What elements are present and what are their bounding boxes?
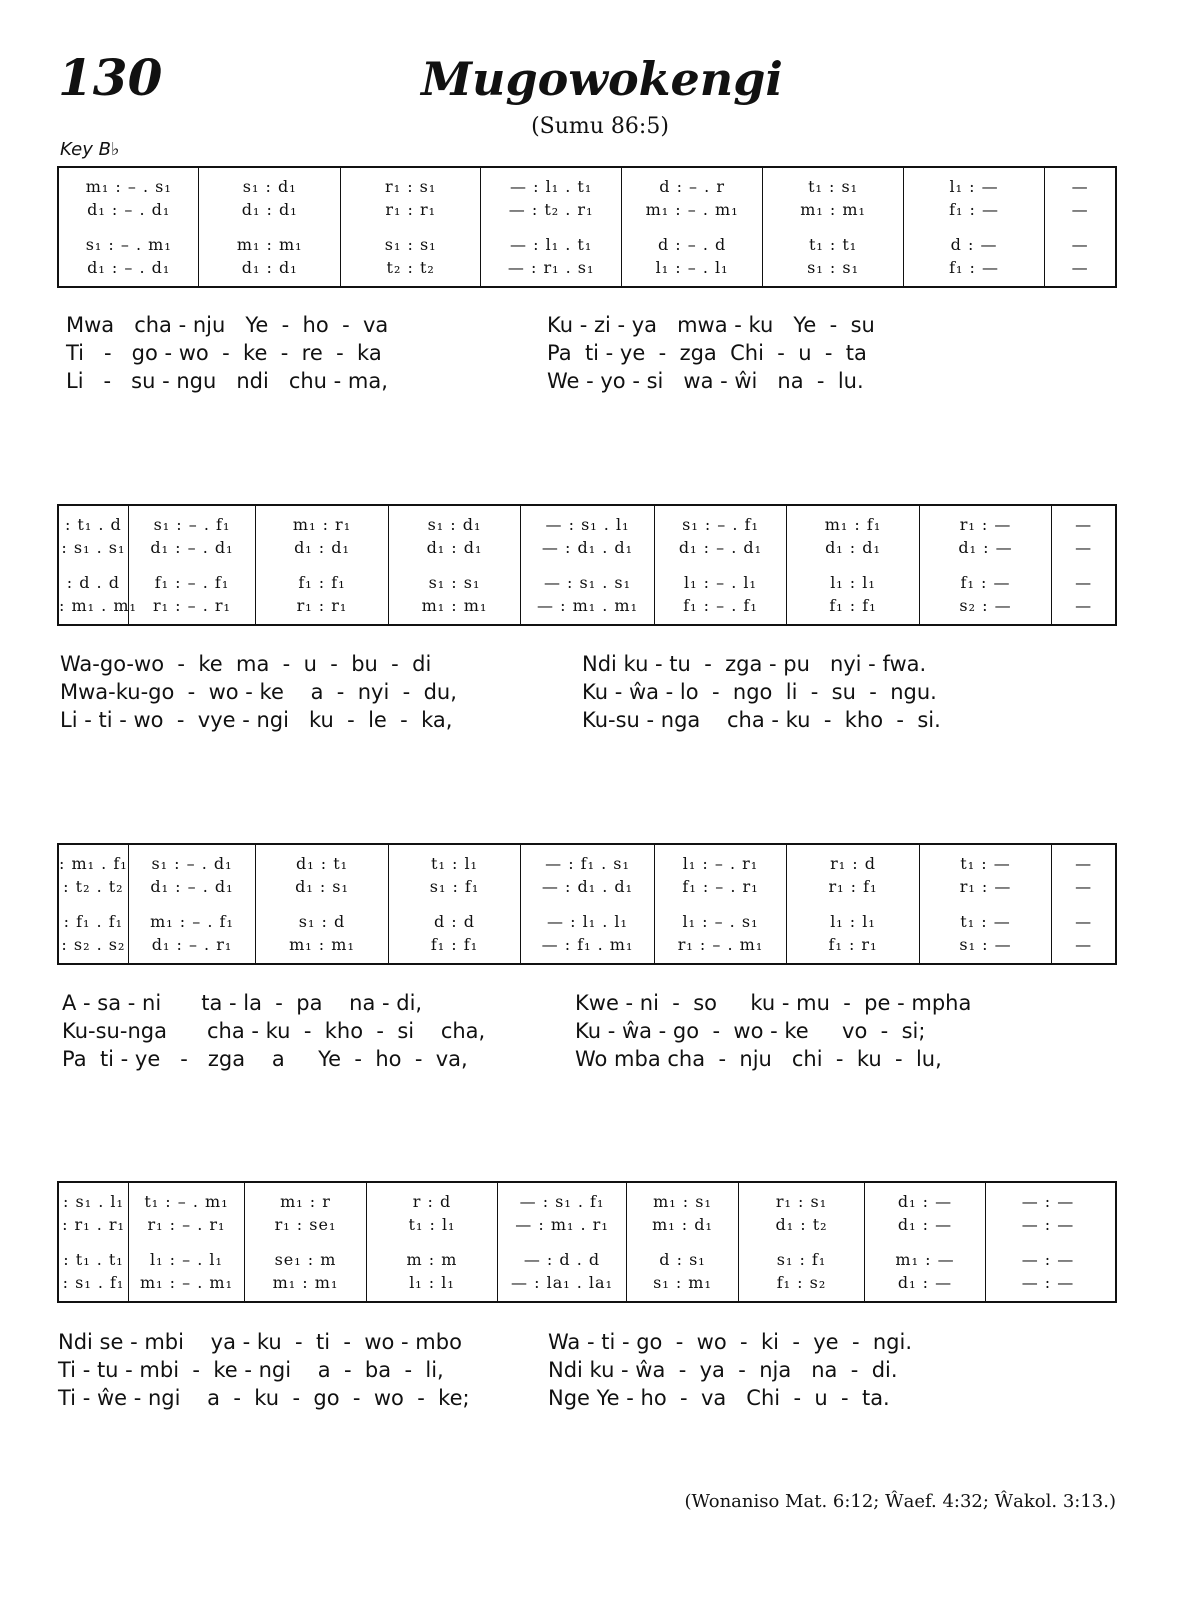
voice-part-tenor: l₁ : – . s₁ [682,912,759,931]
measure [787,506,920,624]
lyric-verse-1: Mwa cha - nju Ye - ho - va [66,313,389,337]
voice-part-tenor: — [1071,235,1089,254]
voice-part-tenor: f₁ : — [960,573,1011,592]
voice-part-alto: m₁ : m₁ [800,200,866,219]
voice-part-tenor: se₁ : m [274,1250,337,1269]
voice-part-bass: f₁ : s₂ [776,1273,827,1292]
measure [1052,845,1115,963]
scripture-reference: (Sumu 86:5) [531,114,669,139]
voice-part-soprano: r₁ : s₁ [775,1192,828,1211]
staff-system-3 [57,843,1117,965]
voice-part-soprano: t₁ : s₁ [808,177,859,196]
voice-part-tenor: m₁ : m₁ [236,235,303,254]
voice-part-soprano: d : – . r [659,177,725,196]
voice-part-soprano: m₁ : s₁ [653,1192,712,1211]
voice-part-soprano: m₁ : r [280,1192,331,1211]
voice-part-soprano: — [1075,515,1093,534]
lyric-verse-3: Ti - ŵe - ngi a - ku - go - wo - ke; [58,1386,470,1410]
voice-part-alto: d₁ : d₁ [825,538,881,557]
measure [1052,506,1115,624]
voice-part-bass: : s₂ . s₂ [61,935,126,954]
measure [655,506,788,624]
lyric-verse-1: Ndi ku - tu - zga - pu nyi - fwa. [582,652,927,676]
voice-part-soprano: — : f₁ . s₁ [545,854,630,873]
voice-part-alto: — [1075,538,1093,557]
voice-part-bass: l₁ : l₁ [409,1273,455,1292]
voice-part-alto: m₁ : – . m₁ [645,200,739,219]
measure [341,168,481,286]
voice-part-bass: d₁ : – . r₁ [151,935,233,954]
lyric-verse-2: Ku - ŵa - go - wo - ke vo - si; [575,1019,926,1043]
voice-part-alto: — : — [1021,1215,1075,1234]
voice-part-soprano: — : l₁ . t₁ [510,177,593,196]
voice-part-bass: — : r₁ . s₁ [507,258,595,277]
footer-references: (Wonaniso Mat. 6:12; Ŵaef. 4:32; Ŵakol. 3:13.) [684,1491,1116,1512]
voice-part-soprano: m₁ : f₁ [824,515,882,534]
voice-part-alto: : s₁ . s₁ [61,538,126,557]
measure [627,1183,739,1301]
measure [787,845,920,963]
voice-part-alto: d₁ : t₂ [775,1215,828,1234]
voice-part-bass: f₁ : – . f₁ [683,596,758,615]
measure [245,1183,367,1301]
voice-part-bass: l₁ : – . l₁ [655,258,729,277]
voice-part-tenor: f₁ : – . f₁ [154,573,230,592]
voice-part-alto: — [1071,200,1089,219]
voice-part-alto: r₁ : — [959,877,1012,896]
voice-part-tenor: — : s₁ . s₁ [543,573,632,592]
lyric-verse-3: Li - su - ngu ndi chu - ma, [66,369,388,393]
measure [129,845,257,963]
lyric-verse-3: Wo mba cha - nju chi - ku - lu, [575,1047,942,1071]
voice-part-soprano: d₁ : t₁ [295,854,349,873]
voice-part-bass: m₁ : m₁ [289,935,355,954]
voice-part-tenor: s₁ : s₁ [428,573,481,592]
voice-part-alto: d₁ : d₁ [426,538,483,557]
voice-part-tenor: m : m [406,1250,458,1269]
voice-part-tenor: s₁ : s₁ [384,235,437,254]
voice-part-tenor: s₁ : f₁ [776,1250,827,1269]
voice-part-soprano: — : s₁ . f₁ [519,1192,605,1211]
voice-part-tenor: d : – . d [657,235,727,254]
voice-part-tenor: : t₁ . t₁ [63,1250,124,1269]
voice-part-soprano: s₁ : – . f₁ [682,515,759,534]
voice-part-alto: d₁ : d₁ [241,200,298,219]
voice-part-alto: s₁ : f₁ [429,877,480,896]
voice-part-soprano: — : s₁ . l₁ [545,515,630,534]
voice-part-soprano: : t₁ . d [64,515,122,534]
voice-part-bass: : s₁ . f₁ [62,1273,125,1292]
voice-part-bass: d₁ : — [897,1273,953,1292]
measure [256,506,389,624]
voice-part-alto: d₁ : d₁ [294,538,350,557]
voice-part-tenor: d : d [433,912,476,931]
voice-part-tenor: — : l₁ . t₁ [510,235,593,254]
lyric-verse-2: Ku-su-nga cha - ku - kho - si cha, [62,1019,486,1043]
voice-part-alto: m₁ : d₁ [652,1215,713,1234]
measure [59,1183,129,1301]
voice-part-tenor: s₁ : d [298,912,346,931]
voice-part-tenor: — [1075,573,1093,592]
voice-part-tenor: l₁ : l₁ [830,573,876,592]
voice-part-tenor: s₁ : – . m₁ [85,235,172,254]
staff-system-2 [57,504,1117,626]
voice-part-alto: — : m₁ . r₁ [515,1215,609,1234]
lyric-verse-3: Nge Ye - ho - va Chi - u - ta. [548,1386,890,1410]
measure [986,1183,1110,1301]
voice-part-bass: t₂ : t₂ [386,258,435,277]
measure [389,506,522,624]
lyric-verse-2: Mwa-ku-go - wo - ke a - nyi - du, [60,680,457,704]
voice-part-bass: m₁ : m₁ [421,596,488,615]
voice-part-tenor: l₁ : – . l₁ [684,573,757,592]
voice-part-soprano: — : — [1021,1192,1075,1211]
voice-part-soprano: s₁ : – . f₁ [153,515,231,534]
voice-part-alto: d₁ : – . d₁ [87,200,171,219]
voice-part-soprano: s₁ : d₁ [427,515,482,534]
voice-part-soprano: l₁ : – . r₁ [682,854,759,873]
voice-part-bass: f₁ : — [949,258,999,277]
voice-part-tenor: d : — [950,235,998,254]
lyric-verse-2: Ti - tu - mbi - ke - ngi a - ba - li, [58,1358,444,1382]
voice-part-bass: f₁ : f₁ [430,935,479,954]
lyric-verse-2: Ku - ŵa - lo - ngo li - su - ngu. [582,680,937,704]
lyric-verse-1: Ku - zi - ya mwa - ku Ye - su [547,313,875,337]
hymn-title-text: Mugowokengi [421,52,783,106]
measure [481,168,621,286]
measure [920,845,1053,963]
voice-part-alto: — [1075,877,1093,896]
voice-part-alto: d₁ : — [958,538,1013,557]
voice-part-bass: s₁ : s₁ [807,258,859,277]
measure [59,506,137,624]
lyric-verse-3: Pa ti - ye - zga a Ye - ho - va, [62,1047,468,1071]
voice-part-soprano: — [1075,854,1093,873]
voice-part-alto: r₁ : se₁ [274,1215,337,1234]
voice-part-bass: s₂ : — [959,596,1012,615]
voice-part-tenor: f₁ : f₁ [298,573,346,592]
measure [865,1183,986,1301]
voice-part-bass: s₁ : — [959,935,1012,954]
voice-part-alto: : r₁ . r₁ [62,1215,125,1234]
voice-part-tenor: l₁ : l₁ [830,912,876,931]
voice-part-bass: : m₁ . m₁ [59,596,137,615]
voice-part-soprano: t₁ : – . m₁ [144,1192,229,1211]
hymn-number: 130 [58,48,163,107]
voice-part-alto: f₁ : – . r₁ [682,877,759,896]
measure [1045,168,1115,286]
voice-part-bass: — : f₁ . m₁ [541,935,634,954]
voice-part-bass: — [1071,258,1089,277]
measure [739,1183,865,1301]
lyric-verse-1: A - sa - ni ta - la - pa na - di, [62,991,423,1015]
voice-part-soprano: s₁ : – . d₁ [151,854,233,873]
voice-part-alto: — : d₁ . d₁ [541,538,634,557]
voice-part-soprano: s₁ : d₁ [242,177,297,196]
voice-part-bass: f₁ : r₁ [828,935,878,954]
voice-part-alto: f₁ : — [949,200,999,219]
voice-part-bass: f₁ : f₁ [829,596,877,615]
voice-part-alto: r₁ : – . r₁ [147,1215,226,1234]
voice-part-bass: m₁ : – . m₁ [140,1273,233,1292]
voice-part-alto: — : t₂ . r₁ [508,200,594,219]
voice-part-bass: — [1075,935,1093,954]
key-signature: Key B♭ [60,139,120,160]
voice-part-alto: r₁ : r₁ [385,200,437,219]
voice-part-soprano: d₁ : — [897,1192,953,1211]
voice-part-tenor: d : s₁ [659,1250,706,1269]
voice-part-tenor: t₁ : — [960,912,1011,931]
measure [622,168,763,286]
voice-part-bass: m₁ : m₁ [272,1273,339,1292]
measure [920,506,1053,624]
voice-part-tenor: l₁ : – . l₁ [150,1250,223,1269]
voice-part-tenor: : f₁ . f₁ [63,912,124,931]
voice-part-soprano: l₁ : — [949,177,999,196]
voice-part-bass: — [1075,596,1093,615]
voice-part-alto: d₁ : – . d₁ [150,538,234,557]
voice-part-alto: t₁ : l₁ [408,1215,456,1234]
lyric-verse-1: Ndi se - mbi ya - ku - ti - wo - mbo [58,1330,462,1354]
voice-part-soprano: r₁ : — [959,515,1012,534]
voice-part-tenor: : d . d [66,573,120,592]
staff-system-1 [57,166,1117,288]
lyric-verse-3: Ku-su - nga cha - ku - kho - si. [582,708,941,732]
lyric-verse-1: Wa-go-wo - ke ma - u - bu - di [60,652,432,676]
lyric-verse-3: We - yo - si wa - ŵi na - lu. [547,369,864,393]
voice-part-soprano: r : d [412,1192,452,1211]
voice-part-soprano: : m₁ . f₁ [59,854,128,873]
voice-part-tenor: m₁ : – . f₁ [150,912,234,931]
measure [389,845,522,963]
voice-part-soprano: t₁ : l₁ [431,854,478,873]
lyric-verse-1: Wa - ti - go - wo - ki - ye - ngi. [548,1330,913,1354]
measure [129,506,257,624]
voice-part-soprano: m₁ : r₁ [292,515,352,534]
lyric-verse-2: Ti - go - wo - ke - re - ka [66,341,382,365]
measure [521,506,655,624]
measure [655,845,788,963]
measure [521,845,655,963]
voice-part-tenor: — : d . d [523,1250,601,1269]
measure [904,168,1045,286]
voice-part-alto: d₁ : — [897,1215,953,1234]
measure [763,168,903,286]
voice-part-bass: s₁ : m₁ [653,1273,712,1292]
measure [59,845,129,963]
voice-part-bass: r₁ : – . r₁ [153,596,231,615]
voice-part-tenor: — [1075,912,1093,931]
voice-part-bass: — : la₁ . la₁ [511,1273,613,1292]
voice-part-bass: — : m₁ . m₁ [537,596,638,615]
measure [199,168,340,286]
measure [367,1183,498,1301]
voice-part-tenor: m₁ : — [895,1250,955,1269]
voice-part-tenor: t₁ : t₁ [808,235,858,254]
measure [129,1183,245,1301]
voice-part-alto: d₁ : – . d₁ [150,877,234,896]
voice-part-tenor: — : l₁ . l₁ [547,912,628,931]
voice-part-alto: — : d₁ . d₁ [541,877,634,896]
voice-part-alto: d₁ : s₁ [295,877,349,896]
measure [256,845,389,963]
voice-part-bass: d₁ : – . d₁ [87,258,171,277]
measure [498,1183,627,1301]
measure [59,168,199,286]
voice-part-alto: d₁ : – . d₁ [678,538,763,557]
voice-part-soprano: t₁ : — [960,854,1011,873]
hymn-title [0,52,1200,106]
voice-part-soprano: m₁ : – . s₁ [85,177,172,196]
voice-part-alto: : t₂ . t₂ [63,877,124,896]
lyric-verse-1: Kwe - ni - so ku - mu - pe - mpha [575,991,972,1015]
voice-part-alto: r₁ : f₁ [828,877,878,896]
voice-part-soprano: r₁ : s₁ [385,177,437,196]
voice-part-soprano: r₁ : d [830,854,876,873]
lyric-verse-2: Ndi ku - ŵa - ya - nja na - di. [548,1358,898,1382]
voice-part-bass: r₁ : r₁ [296,596,348,615]
lyric-verse-3: Li - ti - wo - vye - ngi ku - le - ka, [60,708,453,732]
staff-system-4 [57,1181,1117,1303]
voice-part-tenor: — : — [1021,1250,1075,1269]
voice-part-soprano: : s₁ . l₁ [63,1192,124,1211]
lyric-verse-2: Pa ti - ye - zga Chi - u - ta [547,341,867,365]
voice-part-bass: d₁ : d₁ [241,258,298,277]
voice-part-bass: r₁ : – . m₁ [677,935,764,954]
voice-part-soprano: — [1071,177,1089,196]
voice-part-bass: — : — [1021,1273,1075,1292]
